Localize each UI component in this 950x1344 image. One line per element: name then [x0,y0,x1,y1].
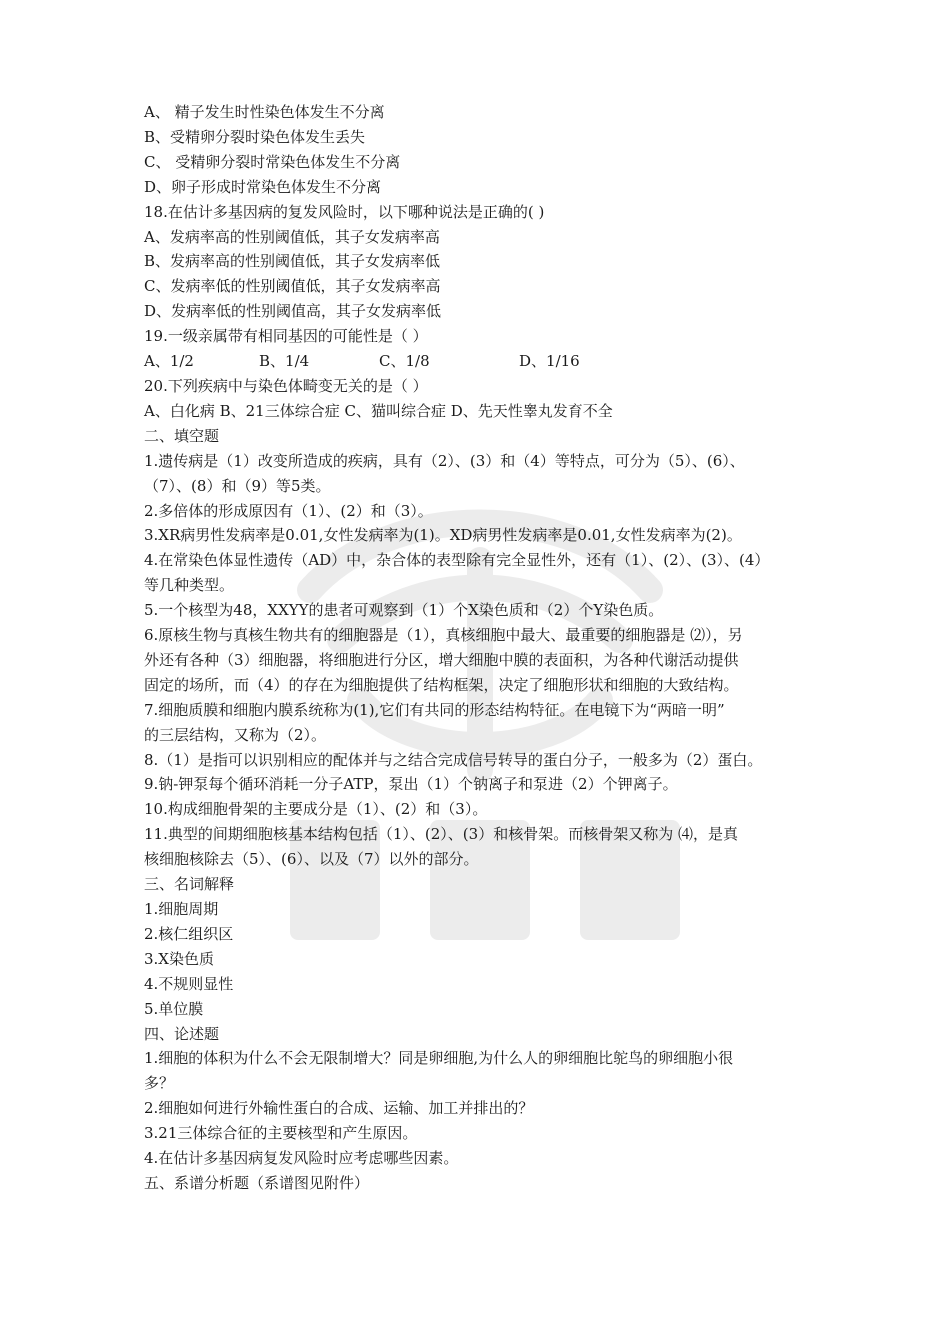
fill-line: 11.典型的间期细胞核基本结构包括（1）、(2）、(3）和核骨架。而核骨架又称为 ⑷，是真 [144,825,738,844]
fill-line: 2.多倍体的形成原因有（1）、(2）和（3）。 [144,501,433,520]
q18-option-b: B、发病率高的性别阈值低，其子女发病率低 [144,252,441,271]
term-item: 4.不规则显性 [144,974,234,993]
essay-line: 2.细胞如何进行外输性蛋白的合成、运输、加工并排出的？ [144,1099,534,1118]
q17-option-b: B、受精卵分裂时染色体发生丢失 [144,127,366,146]
q19-option-d: D、1/16 [519,352,580,371]
q18-option-d: D、发病率低的性别阈值高，其子女发病率低 [144,302,442,321]
fill-line: 的三层结构，又称为（2）。 [144,725,327,744]
fill-line: 5.一个核型为48，XXYY的患者可观察到（1）个X染色质和（2）个Y染色质。 [144,601,664,620]
q19-options [144,349,810,374]
q18-option-a: A、发病率高的性别阈值低，其子女发病率高 [144,227,440,246]
q17-option-c: C、 受精卵分裂时常染色体发生不分离 [144,152,401,171]
term-item: 2.核仁组织区 [144,924,234,943]
essay-line: 1.细胞的体积为什么不会无限制增大？同是卵细胞,为什么人的卵细胞比鸵鸟的卵细胞小很 [144,1049,734,1068]
fill-line: 8.（1）是指可以识别相应的配体并与之结合完成信号转导的蛋白分子，一般多为（2）蛋白。 [144,750,763,769]
fill-line: 6.原核生物与真核生物共有的细胞器是（1），真核细胞中最大、最重要的细胞器是 ⑵），另 [144,626,743,645]
document-page [144,100,810,1196]
fill-line: 1.遗传病是（1）改变所造成的疾病，具有（2）、(3）和（4）等特点，可分为（5）、(6）、 [144,451,745,470]
fill-line: 9.钠-钾泵每个循环消耗一分子ATP，泵出（1）个钠离子和泵进（2）个钾离子。 [144,775,678,794]
essay-line: 4.在估计多基因病复发风险时应考虑哪些因素。 [144,1149,459,1168]
q20-stem: 20.下列疾病中与染色体畸变无关的是（ ） [144,376,428,395]
section3-heading: 三、名词解释 [144,875,235,894]
fill-line: 4.在常染色体显性遗传（AD）中，杂合体的表型除有完全显性外，还有（1）、(2）、(3）、(4） [144,551,770,570]
fill-line: （7）、(8）和（9）等5类。 [144,476,331,495]
q18-stem: 18.在估计多基因病的复发风险时，以下哪种说法是正确的( ) [144,202,545,221]
fill-line: 外还有各种（3）细胞器，将细胞进行分区，增大细胞中膜的表面积，为各种代谢活动提供 [144,650,739,669]
q19-option-c: C、1/8 [379,352,430,371]
fill-line: 核细胞核除去（5）、(6）、以及（7）以外的部分。 [144,850,479,869]
section5-heading: 五、系谱分析题（系谱图见附件） [144,1173,370,1192]
q19-stem: 19.一级亲属带有相同基因的可能性是（ ） [144,327,428,346]
q19-option-a: A、1/2 [144,352,194,371]
q18-option-c: C、发病率低的性别阈值低，其子女发病率高 [144,277,441,296]
term-item: 3.X染色质 [144,949,214,968]
essay-line: 多？ [144,1074,175,1093]
q17-option-d: D、卵子形成时常染色体发生不分离 [144,177,382,196]
q17-option-a: A、 精子发生时性染色体发生不分离 [144,103,385,121]
section2-heading: 二、填空题 [144,426,220,445]
q20-options: A、白化病 B、21三体综合症 C、猫叫综合症 D、先天性睾丸发育不全 [144,401,613,420]
fill-line: 10.构成细胞骨架的主要成分是（1）、(2）和（3）。 [144,800,488,819]
section4-heading: 四、论述题 [144,1024,220,1043]
term-item: 1.细胞周期 [144,900,219,918]
fill-line: 等几种类型。 [144,576,235,595]
q19-option-b: B、1/4 [259,352,310,371]
fill-line: 3.XR病男性发病率是0.01,女性发病率为(1)。XD病男性发病率是0.01,女性发病率为(2)。 [144,526,742,545]
fill-line: 7.细胞质膜和细胞内膜系统称为(1),它们有共同的形态结构特征。在电镜下为“两暗一明” [144,700,725,719]
term-item: 5.单位膜 [144,999,204,1018]
essay-line: 3.21三体综合征的主要核型和产生原因。 [144,1124,418,1143]
fill-line: 固定的场所，而（4）的存在为细胞提供了结构框架，决定了细胞形状和细胞的大致结构。 [144,675,739,694]
